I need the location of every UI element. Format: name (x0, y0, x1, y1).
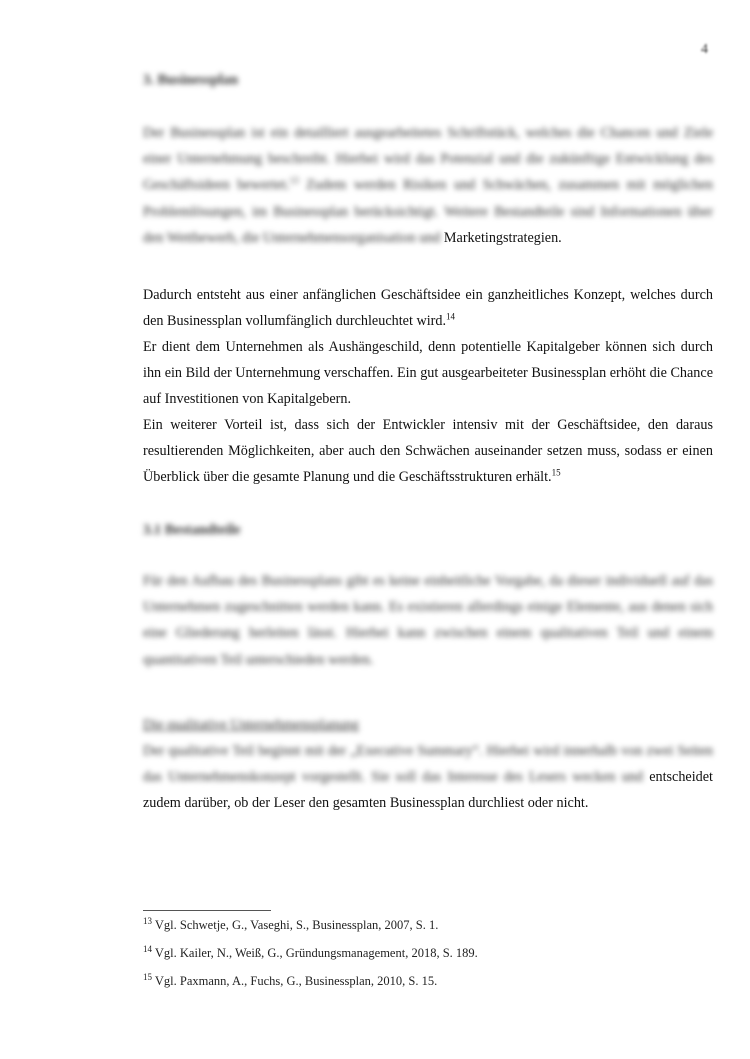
paragraph-intro (143, 120, 713, 251)
visible-text: Marketingstrategien. (443, 229, 562, 246)
blurred-text: Der Businessplan ist ein detailliert ausgearbeitetes Schriftstück, welches die Chancen und Ziele einer Unternehmung beschreibt. Hierbei wird das Potenzial und die zukünftige Entwicklung des Geschäftsideen bewertet.$^{13}$ Zudem werden Risiken und Schwächen, zusammen mit möglichen Problemlösungen, im Businessplan berücksichtigt. Weitere Bestandteile sind Informationen über den Wettbewerb, die Unternehmensorganisation und (143, 125, 713, 246)
footnote-15: $^{15}$ Vgl. Paxmann, A., Fuchs, G., Businessplan, 2010, S. 15. (143, 971, 438, 988)
paragraph-konzept: Dadurch entsteht aus einer anfänglichen Geschäftsidee ein ganzheitliches Konzept, welches durch den Businessplan vollumfänglich durchleuchtet wird.$^{14}$ (143, 287, 713, 330)
visible-text: entscheidet zudem darüber, ob der Leser den gesamten Businessplan durchliest oder nicht. (143, 769, 714, 812)
paragraph-vorteil: Ein weiterer Vorteil ist, dass sich der Entwickler intensiv mit der Geschäftsidee, den daraus resultierenden Möglichkeiten, aber auch den Schwächen auseinander setzen muss, sodass er einen Überblick über die gesamte Planung und die Geschäftsstrukturen erhält.$^{15}$ (143, 417, 713, 486)
section-heading-businessplan: 3. Businessplan (143, 72, 239, 88)
subheading-qualitative-planung: Die qualitative Unternehmensplanung (143, 717, 359, 733)
page-number: 4 (701, 42, 708, 57)
footnote-ref-14: 14 (446, 311, 455, 322)
footnote-14: $^{14}$ Vgl. Kailer, N., Weiß, G., Gründungsmanagement, 2018, S. 189. (143, 943, 478, 960)
footnote-divider (143, 910, 271, 911)
paragraph-executive-summary (143, 738, 713, 817)
paragraph-aufbau-blurred: Für den Aufbau des Businessplans gibt es keine einheitliche Vorgabe, da dieser individuell auf das Unternehmen zugeschnitten werden kann. Es existieren allerdings einige Elemente, aus denen sich eine Gliederung herleiten lässt. Hierbei kann zwischen einem qualitativen Teil und einem quantitativen Teil unterschieden werden. (143, 573, 713, 668)
blurred-text: Der qualitative Teil beginnt mit der „Executive Summary“. Hierbei wird innerhalb von zwei Seiten das Unternehmenskonzept vorgestellt. Sie soll das Interesse des Lesers wecken und (143, 743, 713, 786)
footnote-ref-15: 15 (551, 467, 561, 478)
paragraph-aushaengeschild: Er dient dem Unternehmen als Aushängeschild, denn potentielle Kapitalgeber können sich durch ihn ein Bild der Unternehmung verschaffen. Ein gut ausgearbeiteter Businessplan erhöht die Chance auf Investitionen von Kapitalgebern. (143, 339, 713, 408)
footnote-13: $^{13}$ Vgl. Schwetje, G., Vaseghi, S., Businessplan, 2007, S. 1. (143, 915, 439, 932)
section-heading-bestandteile: 3.1 Bestandteile (143, 522, 241, 538)
